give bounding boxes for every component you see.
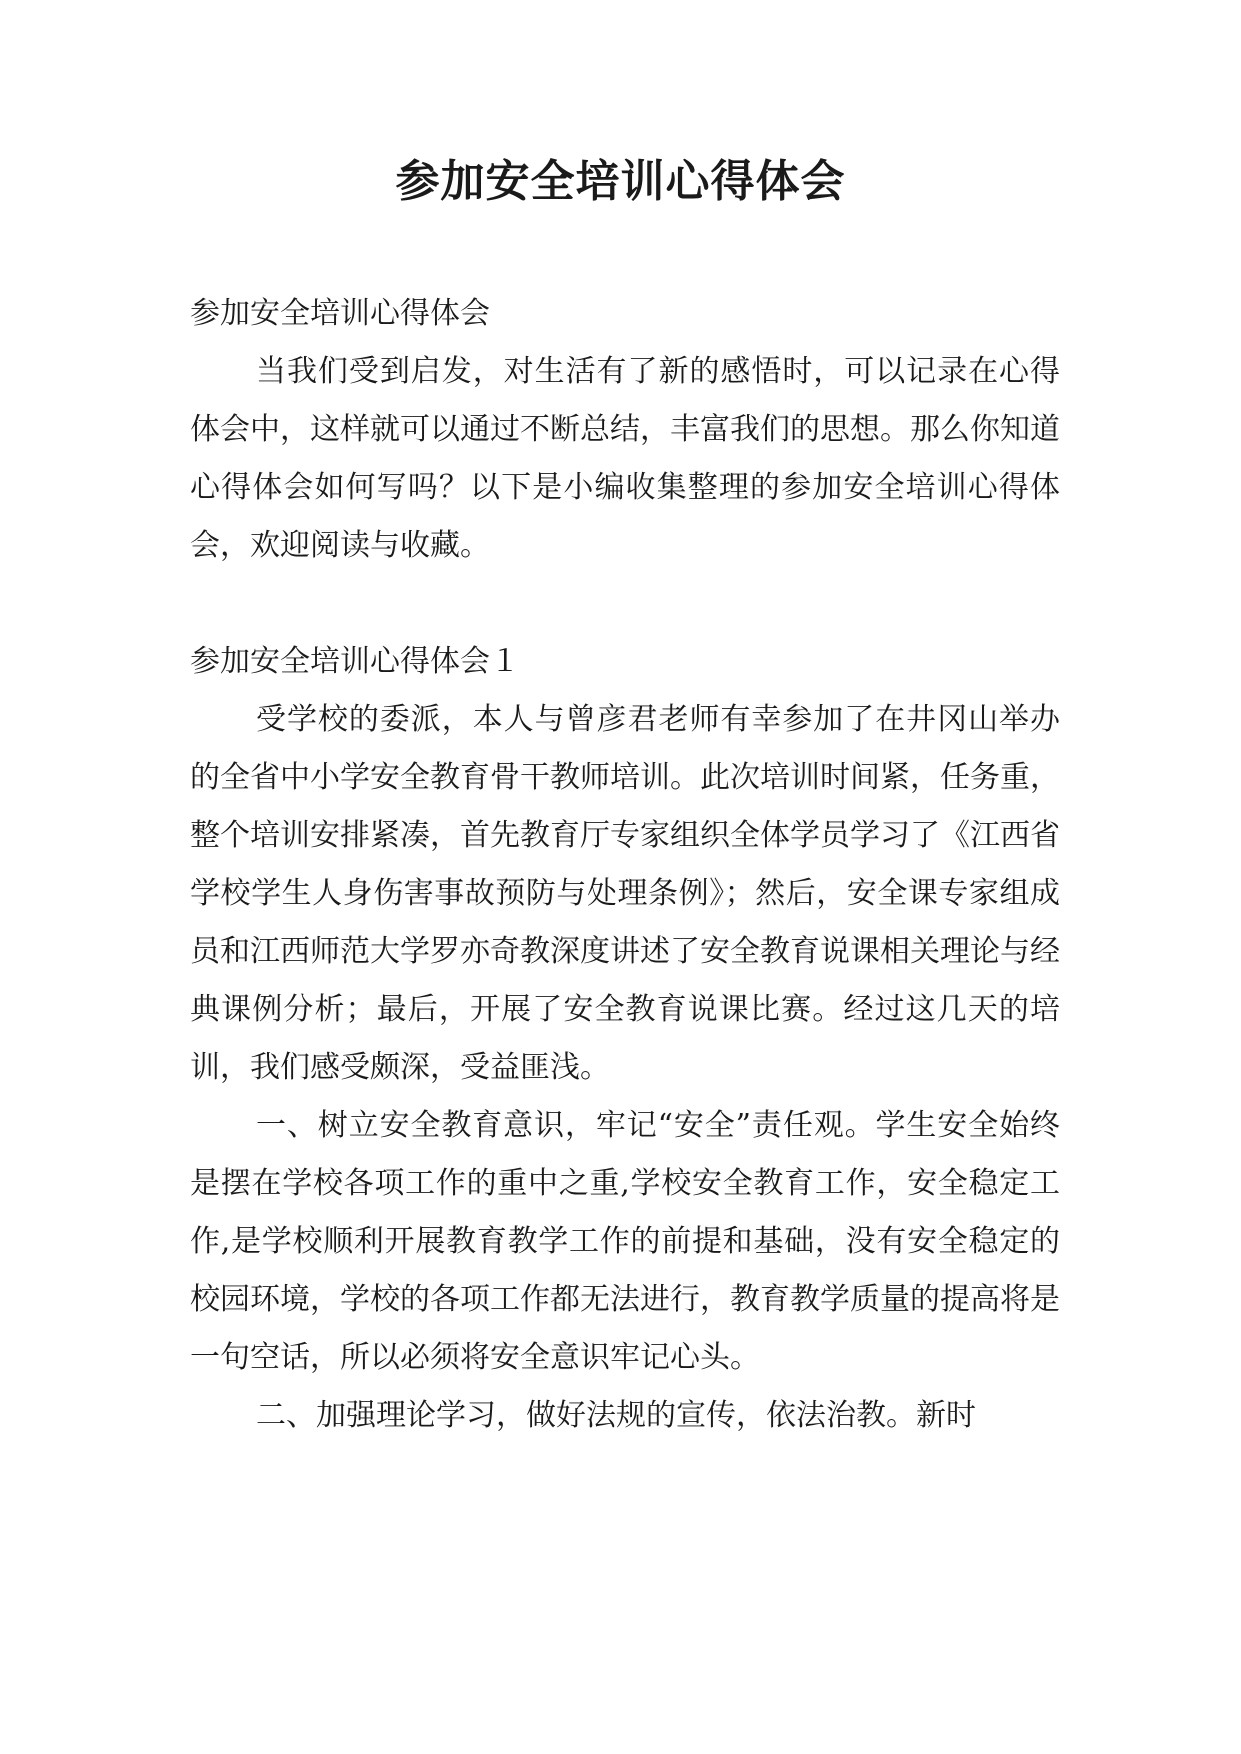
document-title: 参加安全培训心得体会 (395, 156, 846, 207)
intro-paragraph: 当我们受到启发，对生活有了新的感悟时，可以记录在心得体会中，这样就可以通过不断总结，丰富我们的思想。那么你知道心得体会如何写吗？以下是小编收集整理的参加安全培训心得体会，欢迎阅读与收藏。 (190, 354, 1060, 563)
document-subtitle: 参加安全培训心得体会 (190, 296, 490, 331)
section-spacer (190, 575, 1060, 633)
document-body (190, 285, 1060, 1445)
body-paragraph: 二、加强理论学习，做好法规的宣传，依法治教。新时 (256, 1398, 976, 1433)
section-heading: 参加安全培训心得体会１ (190, 644, 520, 679)
body-paragraph: 受学校的委派，本人与曾彦君老师有幸参加了在井冈山举办的全省中小学安全教育骨干教师培训。此次培训时间紧，任务重，整个培训安排紧凑，首先教育厅专家组织全体学员学习了《江西省学校学生人身伤害事故预防与处理条例》；然后，安全课专家组成员和江西师范大学罗亦奇教深度讲述了安全教育说课相关理论与经典课例分析；最后，开展了安全教育说课比赛。经过这几天的培训，我们感受颇深，受益匪浅。 (190, 702, 1060, 1085)
body-paragraph: 一、树立安全教育意识，牢记“安全”责任观。学生安全始终是摆在学校各项工作的重中之重,学校安全教育工作，安全稳定工作,是学校顺利开展教育教学工作的前提和基础，没有安全稳定的校园环境，学校的各项工作都无法进行，教育教学质量的提高将是一句空话，所以必须将安全意识牢记心头。 (190, 1108, 1060, 1375)
